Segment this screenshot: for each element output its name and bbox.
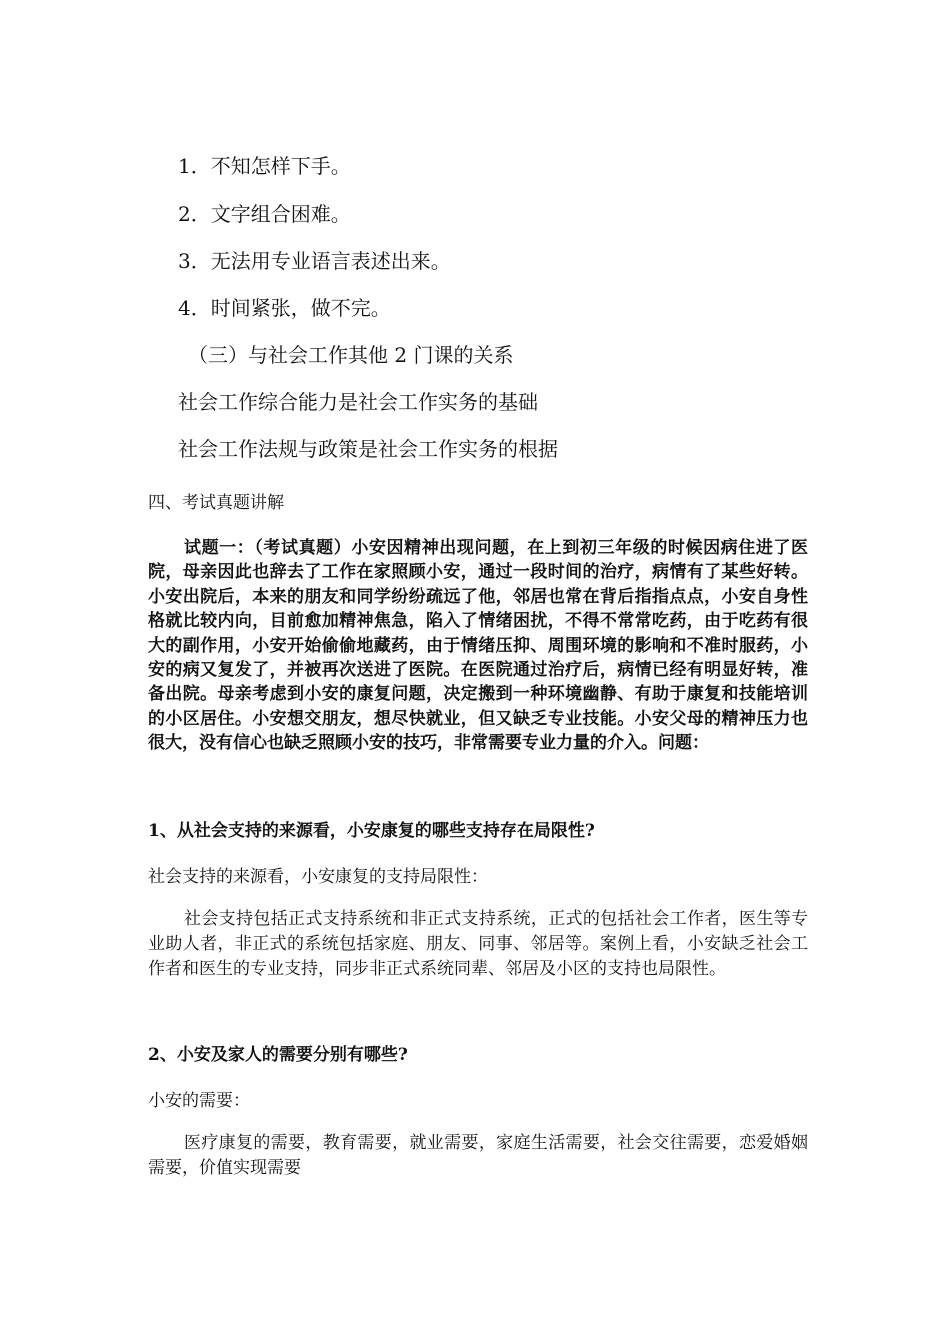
case-paragraph: 试题一：（考试真题）小安因精神出现问题，在上到初三年级的时候因病住进了医院，母亲因此也辞去了工作在家照顾小安，通过一段时间的治疗，病情有了某些好转。小安出院后，本来的朋友和同学纷纷疏远了他，邻居也常在背后指指点点，小安自身性格就比较内向，目前愈加精神焦急，陷入了情绪困扰，不得不常常吃药，由于吃药有很大的副作用，小安开始偷偷地藏药，由于情绪压抑、周围环境的影响和不准时服药，小安的病又复发了，并被再次送进了医院。在医院通过治疗后，病情已经有明显好转，准备出院。母亲考虑到小安的康复问题，决定搬到一种环境幽静、有助于康复和技能培训的小区居住。小安想交朋友，想尽快就业，但又缺乏专业技能。小安父母的精神压力也很大，没有信心也缺乏照顾小安的技巧，非常需要专业力量的介入。问题：: [148, 538, 808, 754]
relation-line-2: 社会工作法规与政策是社会工作实务的根据: [178, 437, 558, 461]
relation-line-1: 社会工作综合能力是社会工作实务的基础: [178, 390, 538, 414]
answer-one-body: 社会支持包括正式支持系统和非正式支持系统，正式的包括社会工作者，医生等专业助人者，非正式的系统包括家庭、朋友、同事、邻居等。案例上看，小安缺乏社会工作者和医生的专业支持，同步非正式系统同辈、邻居及小区的支持也局限性。: [148, 909, 808, 979]
section-three-heading: （三）与社会工作其他 2 门课的关系: [188, 343, 514, 367]
list-item-3: 3．无法用专业语言表述出来。: [178, 249, 451, 273]
question-one: 1、从社会支持的来源看，小安康复的哪些支持存在局限性?: [148, 821, 595, 841]
list-item-1: 1．不知怎样下手。: [178, 154, 351, 178]
answer-two-lead: 小安的需要：: [148, 1091, 250, 1111]
section-four-heading: 四、考试真题讲解: [148, 493, 284, 513]
answer-one-lead: 社会支持的来源看，小安康复的支持局限性：: [148, 867, 488, 887]
question-two: 2、小安及家人的需要分别有哪些?: [148, 1045, 408, 1065]
list-item-2: 2．文字组合困难。: [178, 202, 351, 226]
list-item-4: 4．时间紧张，做不完。: [178, 296, 391, 320]
answer-two-body: 医疗康复的需要，教育需要，就业需要，家庭生活需要，社会交往需要，恋爱婚姻需要，价值实现需要: [148, 1133, 808, 1178]
